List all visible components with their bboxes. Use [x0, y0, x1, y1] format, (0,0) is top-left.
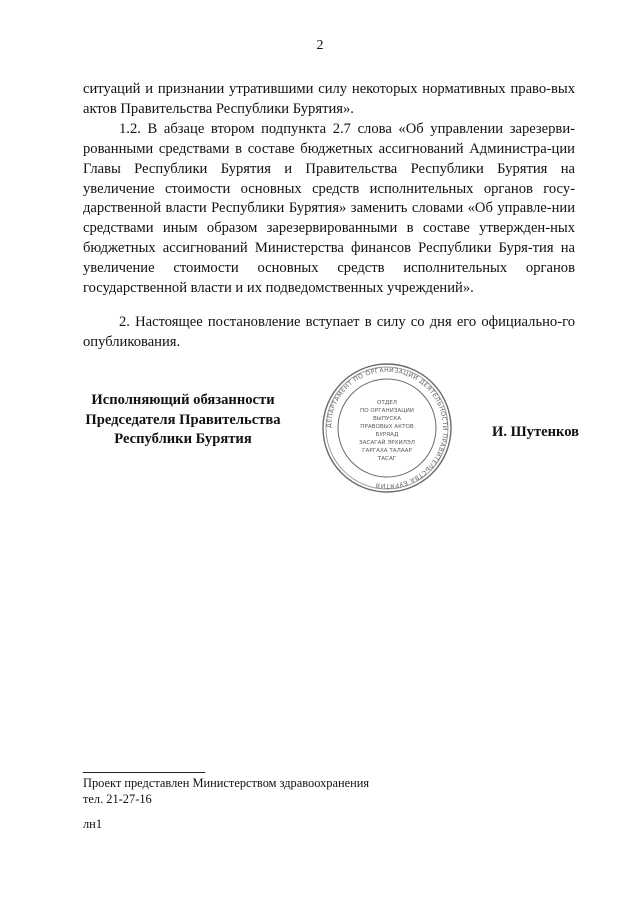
footnote-line: Проект представлен Министерством здравоохранения — [83, 776, 370, 790]
seal-inner-line: ЗАСАГАЙ ЭРХИЛЭЛ — [359, 440, 415, 446]
page-number: 2 — [316, 38, 324, 53]
seal-inner-line: ПО ОРГАНИЗАЦИИ — [360, 408, 414, 414]
footnote-code: лн1 — [83, 817, 103, 831]
seal-inner-line: ТАСАГ — [377, 456, 397, 462]
official-seal — [321, 362, 453, 494]
signer-title — [78, 391, 288, 450]
footnote — [83, 775, 369, 832]
seal-outer-text: ДЕПАРТАМЕНТ ПО ОРГАНИЗАЦИИ ДЕЯТЕЛЬНОСТИ ПРАВИТЕЛЬСТВА БУРЯТИЯ — [325, 366, 449, 490]
paragraph-effective-date: 2. Настоящее постановление вступает в силу со дня его официально-го опубликования. — [83, 313, 575, 350]
seal-inner-line: ПРАВОВЫХ АКТОВ — [360, 424, 414, 430]
seal-inner-line: БУРЯАД — [375, 432, 399, 438]
footnote-line: тел. 21-27-16 — [83, 792, 152, 806]
seal-inner-line: ГАРГАХА ТАЛААР — [362, 448, 412, 454]
footnote-divider — [83, 772, 205, 773]
document-body — [83, 80, 575, 353]
signer-title-line: Исполняющий обязанности — [91, 392, 275, 408]
signer-name: И. Шутенков — [492, 424, 580, 440]
seal-inner-line: ВЫПУСКА — [372, 416, 402, 422]
seal-inner-line: ОТДЕЛ — [377, 400, 397, 406]
signer-title-line: Республики Бурятия — [114, 431, 252, 447]
paragraph-amendment-1-2: 1.2. В абзаце втором подпункта 2.7 слова «Об управлении зарезерви-рованными средствами в составе бюджетных ассигнований Администра-ции Главы Республики Бурятия и Правительства Республики Бурятия на увеличение стоимости основных средств исполнительных органов госу-дарственной власти Республики Бурятия» заменить словами «Об управле-нии средствами иным образом зарезервированными в составе утвержден-ных бюджетных ассигнований Министерства финансов Республики Буря-тия на увеличение стоимости основных средств исполнительных органов государственной власти и их подведомственных учреждений». — [83, 120, 575, 297]
paragraph-continuation: ситуаций и признании утратившими силу некоторых нормативных право-вых актов Правительства Республики Бурятия». — [83, 81, 575, 117]
signer-title-line: Председателя Правительства — [85, 411, 281, 428]
